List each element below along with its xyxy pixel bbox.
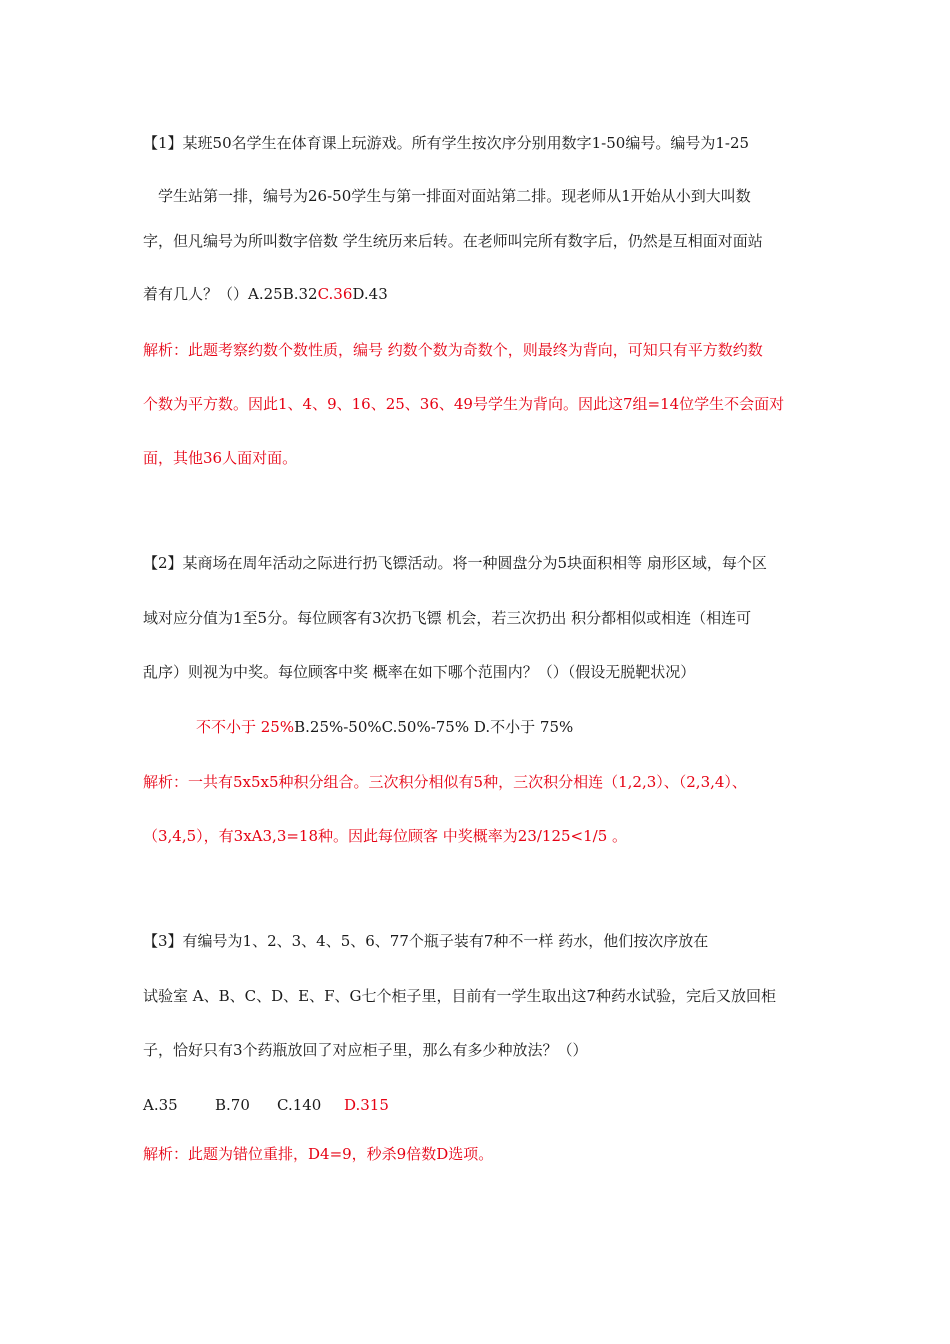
q3-line-2: 试验室 A、B、C、D、E、F、G七个柜子里，目前有一学生取出这7种药水试验，完后又放回柜 (143, 987, 777, 1005)
q3-line-3: 子，恰好只有3个药瓶放回了对应柜子里，那么有多少种放法？（） (143, 1041, 588, 1059)
q1-options-pre: 着有几人？（）A.25B.32 (143, 285, 318, 303)
q3-option-a: A.35 (143, 1096, 178, 1114)
q2-analysis-2: （3,4,5），有3xA3,3=18种。因此每位顾客 中奖概率为23/125<1/5 。 (143, 827, 628, 845)
q2-line-2: 域对应分值为1至5分。每位顾客有3次扔飞镖 机会，若三次扔出 积分都相似或相连（相连可 (143, 609, 752, 627)
q2-line-3: 乱序）则视为中奖。每位顾客中奖 概率在如下哪个范围内？（）（假设无脱靶状况） (143, 663, 696, 681)
q2-options-rest: B.25%-50%C.50%-75% D.不小于 75% (294, 718, 574, 736)
q1-options-post: D.43 (352, 285, 388, 303)
q3-option-c: C.140 (277, 1096, 322, 1114)
q1-line-3: 字，但凡编号为所叫数字倍数 学生统历来后转。在老师叫完所有数字后，仍然是互相面对面站 (143, 232, 763, 250)
q1-line-4 (143, 284, 388, 304)
q1-analysis-1: 解析：此题考察约数个数性质，编号 约数个数为奇数个，则最终为背向，可知只有平方数约数 (143, 341, 763, 359)
q2-analysis-1: 解析：一共有5x5x5种积分组合。三次积分相似有5种，三次积分相连（1,2,3）、（2,3,4）、 (143, 773, 747, 791)
q1-analysis-2: 个数为平方数。因此1、4、9、16、25、36、49号学生为背向。因此这7组=14位学生不会面对 (143, 395, 785, 413)
q1-answer-c: C.36 (317, 285, 353, 303)
q1-analysis-3: 面，其他36人面对面。 (143, 449, 298, 467)
q2-line-1: 【2】某商场在周年活动之际进行扔飞镖活动。将一种圆盘分为5块面积相等 扇形区域，每个区 (143, 554, 767, 572)
q2-answer-a: 不不小于 25% (196, 718, 295, 736)
q3-option-b: B.70 (215, 1096, 250, 1114)
q1-line-1: 【1】某班50名学生在体育课上玩游戏。所有学生按次序分别用数字1-50编号。编号为1-25 (143, 134, 750, 152)
q3-line-1: 【3】有编号为1、2、3、4、5、6、77个瓶子装有7种不一样 药水，他们按次序放在 (143, 932, 709, 950)
q1-line-2: 学生站第一排，编号为26-50学生与第一排面对面站第二排。现老师从1开始从小到大叫数 (158, 187, 751, 205)
q3-analysis: 解析：此题为错位重排，D4=9，秒杀9倍数D选项。 (143, 1145, 494, 1163)
q2-options (196, 717, 573, 737)
q3-option-d: D.315 (344, 1096, 389, 1114)
